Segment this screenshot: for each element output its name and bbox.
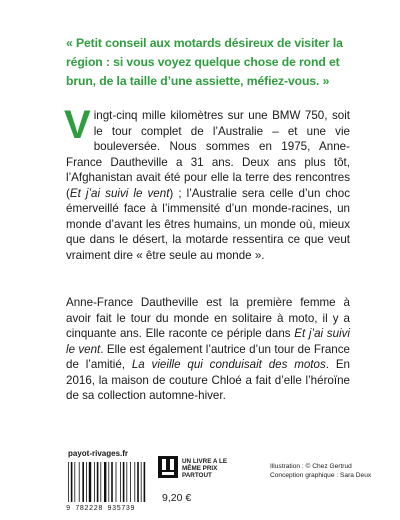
credit-illustration: Illustration : © Chez Gertrud xyxy=(270,463,352,470)
bio-book-title-1: Et j’ai suivi le vent xyxy=(66,327,351,356)
credits xyxy=(270,462,382,480)
intro-paragraph xyxy=(64,103,350,263)
author-bio xyxy=(66,295,350,404)
publisher-website: payot-rivages.fr xyxy=(68,449,129,458)
barcode-number: 9 782228 935739 xyxy=(66,505,136,513)
intro-book-title: Et j’ai suivi le vent xyxy=(69,186,170,200)
bio-book-title-2: La vieille qui conduisait des motos xyxy=(131,358,326,371)
barcode xyxy=(66,462,148,506)
single-price-notice: UN LIVRE A LE MÊME PRIX PARTOUT xyxy=(182,458,228,480)
bio-text-2: . Elle est également l’autrice d’un tour de France de l’amitié, xyxy=(66,342,350,371)
book-law-logo-icon xyxy=(157,455,179,479)
intro-text-1: ingt-cinq mille kilomètres sur une BMW 750, soit le tour complet de l’Australie – et une vie bouleversée. Nous sommes en 1975, Anne-France Dautheville a 31 ans. Deux ans plus tôt, l’Afghanistan avait été pour elle la terre des rencontres ( xyxy=(66,109,350,200)
credit-design: Conception graphique : Sara Deux xyxy=(270,472,372,479)
intro-text-2: ) ; l’Australie sera celle d’un choc émerveillé face à l’immensité d’un monde-racines, un monde d’avant les êtres humains, un monde où, mieux que dans le désert, la motarde ressentira ce que veut vraiment dire « être seule au monde ». xyxy=(66,186,350,262)
pull-quote: « Petit conseil aux motards désireux de visiter la région : si vous voyez quelque chose de rond et brun, de la taille d’une assiette, méfiez-vous. » xyxy=(66,36,343,88)
bio-text-3: . En 2016, la maison de couture Chloé a fait d’elle l’héroïne de sa collection automne-hiver. xyxy=(66,358,351,402)
drop-cap: V xyxy=(64,103,91,147)
bio-text-1: Anne-France Dautheville est la première femme à avoir fait le tour du monde en solitaire à moto, il y a cinquante ans. Elle raconte ce périple dans xyxy=(66,296,350,340)
price: 9,20 € xyxy=(162,492,192,504)
